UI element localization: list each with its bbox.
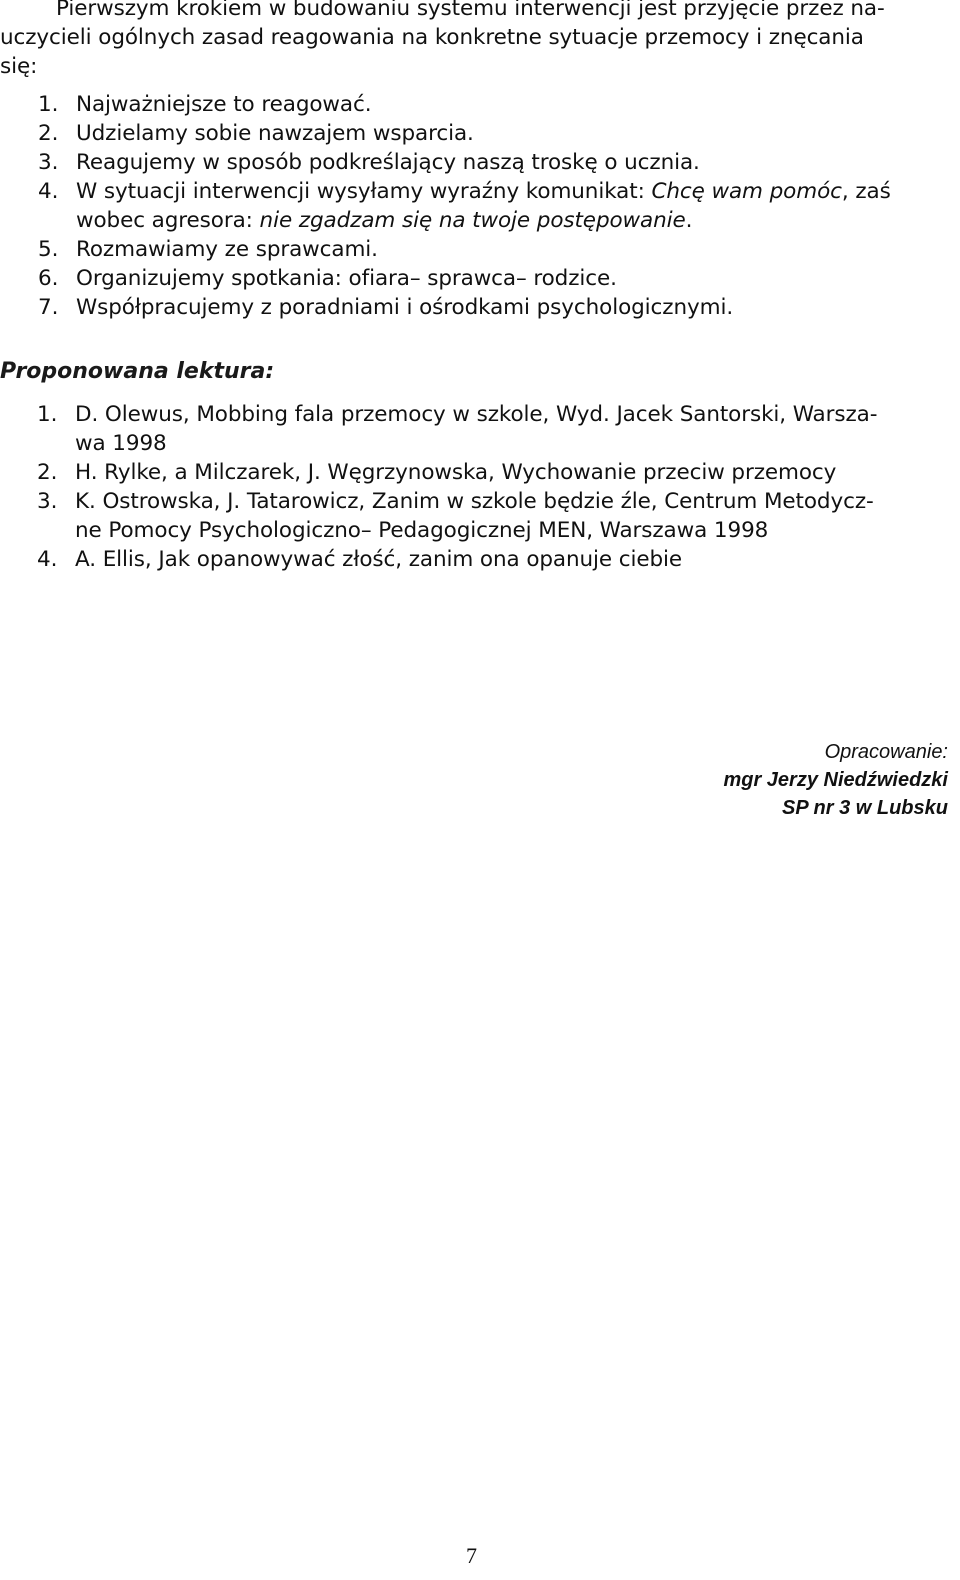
- list-item-text: .: [685, 208, 693, 233]
- list-number: 1.: [37, 402, 58, 427]
- page-number: 7: [466, 1543, 477, 1568]
- list-number: 2.: [38, 121, 59, 146]
- list-number: 3.: [38, 150, 59, 175]
- signature-author: mgr Jerzy Niedźwiedzki: [723, 769, 948, 791]
- intro-line-3: się:: [0, 54, 38, 79]
- list-number: 2.: [37, 460, 58, 485]
- list-item-text: Organizujemy spotkania: ofiara– sprawca– rodzice.: [76, 266, 617, 291]
- list-item: [0, 90, 955, 119]
- list-item-text: A. Ellis, Jak opanowywać złość, zanim ona opanuje ciebie: [75, 547, 683, 572]
- list-item-text: Współpracujemy z poradniami i ośrodkami psychologicznymi.: [76, 295, 734, 320]
- list-item-text: wa 1998: [75, 431, 167, 456]
- rules-list: [0, 90, 955, 322]
- list-item: [0, 487, 955, 545]
- list-number: 1.: [38, 92, 59, 117]
- list-item-text: wobec agresora:: [76, 208, 260, 233]
- list-item: [0, 148, 955, 177]
- list-number: 4.: [37, 547, 58, 572]
- list-number: 4.: [38, 179, 59, 204]
- list-item-text: Rozmawiamy ze sprawcami.: [76, 237, 378, 262]
- intro-line-2: uczycieli ogólnych zasad reagowania na konkretne sytuacje przemocy i znęcania: [0, 25, 864, 50]
- literature-heading: Proponowana lektura:: [0, 359, 275, 384]
- list-item: [0, 119, 955, 148]
- list-item-text: K. Ostrowska, J. Tatarowicz, Zanim w szkole będzie źle, Centrum Metodycz-: [75, 489, 874, 514]
- list-number: 3.: [37, 489, 58, 514]
- quote-disagree: nie zgadzam się na twoje postępowanie: [259, 208, 686, 233]
- signature-block: [723, 738, 948, 822]
- list-item: [0, 235, 955, 264]
- list-item: [0, 458, 955, 487]
- intro-line-1: Pierwszym krokiem w budowaniu systemu interwencji jest przyjęcie przez na-: [56, 0, 885, 21]
- list-number: 5.: [38, 237, 59, 262]
- list-item: [0, 177, 955, 235]
- list-item-text: Reagujemy w sposób podkreślający naszą troskę o ucznia.: [76, 150, 700, 175]
- list-item-text: , zaś: [841, 179, 891, 204]
- signature-label: Opracowanie:: [824, 741, 948, 763]
- quote-help: Chcę wam pomóc: [651, 179, 842, 204]
- list-item: [0, 400, 955, 458]
- list-item-text: Najważniejsze to reagować.: [76, 92, 372, 117]
- list-item: [0, 264, 955, 293]
- signature-school: SP nr 3 w Lubsku: [782, 797, 948, 819]
- list-item-text: H. Rylke, a Milczarek, J. Węgrzynowska, Wychowanie przeciw przemocy: [75, 460, 837, 485]
- list-number: 7.: [38, 295, 59, 320]
- list-number: 6.: [38, 266, 59, 291]
- list-item-text: W sytuacji interwencji wysyłamy wyraźny komunikat:: [76, 179, 652, 204]
- intro-paragraph: [0, 0, 952, 81]
- list-item: [0, 545, 955, 574]
- list-item-text: Udzielamy sobie nawzajem wsparcia.: [76, 121, 474, 146]
- list-item-text: ne Pomocy Psychologiczno– Pedagogicznej MEN, Warszawa 1998: [75, 518, 769, 543]
- list-item-text: D. Olewus, Mobbing fala przemocy w szkole, Wyd. Jacek Santorski, Warsza-: [75, 402, 878, 427]
- list-item: [0, 293, 955, 322]
- literature-list: [0, 400, 955, 574]
